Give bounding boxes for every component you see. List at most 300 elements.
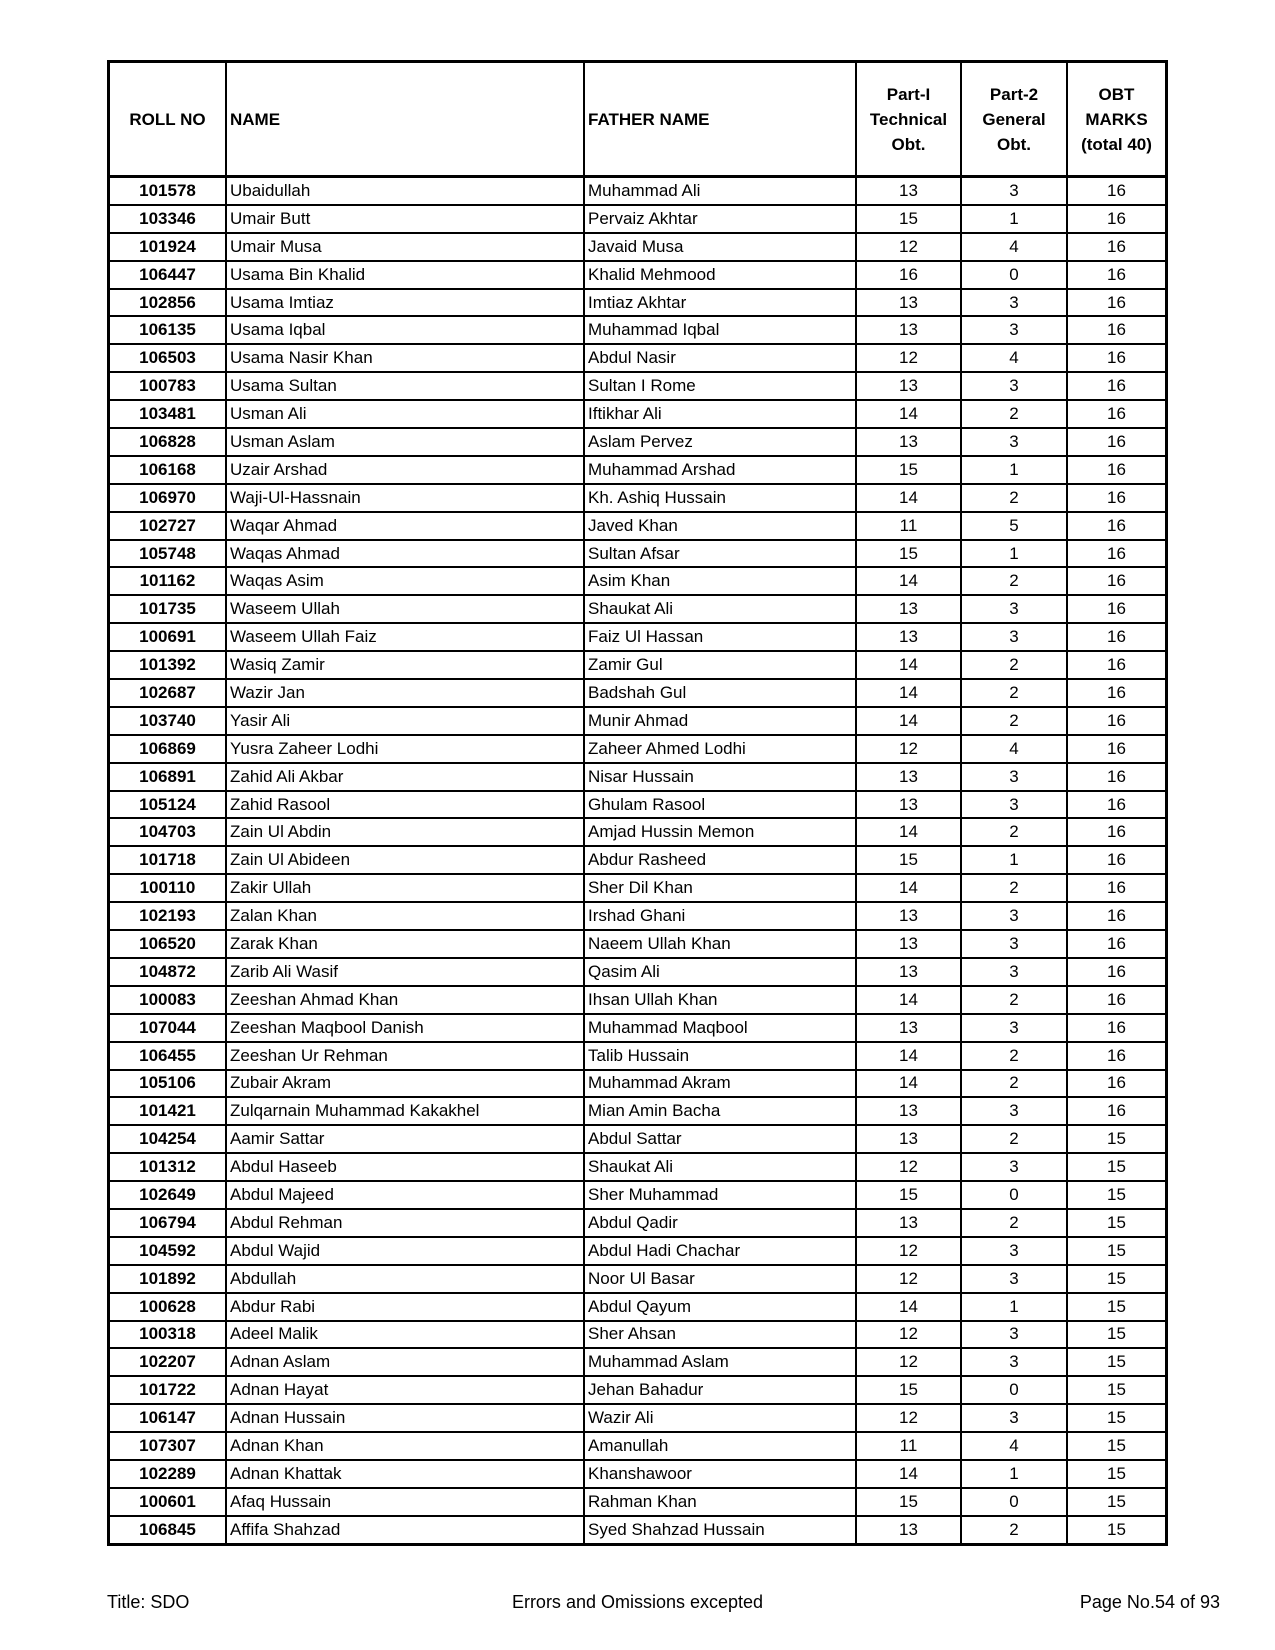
- name-cell: Usama Imtiaz: [226, 289, 584, 317]
- part1-score-cell: 12: [856, 1348, 961, 1376]
- name-cell: Adnan Hussain: [226, 1404, 584, 1432]
- header-obt-line3: (total 40): [1081, 134, 1152, 154]
- part2-score-cell: 3: [961, 930, 1067, 958]
- part1-score-cell: 12: [856, 1321, 961, 1349]
- name-cell: Adeel Malik: [226, 1321, 584, 1349]
- father-name-cell: Sher Ahsan: [584, 1321, 856, 1349]
- part2-score-cell: 3: [961, 763, 1067, 791]
- part2-score-cell: 3: [961, 958, 1067, 986]
- name-cell: Afaq Hussain: [226, 1488, 584, 1516]
- name-cell: Zulqarnain Muhammad Kakakhel: [226, 1097, 584, 1125]
- roll-no-cell: 102289: [109, 1460, 227, 1488]
- obt-marks-cell: 15: [1067, 1404, 1167, 1432]
- roll-no-cell: 102207: [109, 1348, 227, 1376]
- father-name-cell: Muhammad Iqbal: [584, 316, 856, 344]
- roll-no-cell: 106455: [109, 1042, 227, 1070]
- part2-score-cell: 1: [961, 540, 1067, 568]
- header-obt-line2: MARKS: [1085, 109, 1148, 129]
- table-row: [109, 1376, 1167, 1404]
- father-name-cell: Abdul Qayum: [584, 1293, 856, 1321]
- header-father-name: [584, 62, 856, 177]
- name-cell: Adnan Hayat: [226, 1376, 584, 1404]
- roll-no-cell: 100110: [109, 874, 227, 902]
- roll-no-cell: 107044: [109, 1014, 227, 1042]
- part1-score-cell: 13: [856, 958, 961, 986]
- table-row: [109, 1404, 1167, 1432]
- father-name-cell: Wazir Ali: [584, 1404, 856, 1432]
- father-name-cell: Zaheer Ahmed Lodhi: [584, 735, 856, 763]
- roll-no-cell: 103346: [109, 205, 227, 233]
- name-cell: Waseem Ullah: [226, 595, 584, 623]
- part1-score-cell: 16: [856, 261, 961, 289]
- part1-score-cell: 15: [856, 456, 961, 484]
- obt-marks-cell: 16: [1067, 623, 1167, 651]
- table-row: [109, 1488, 1167, 1516]
- obt-marks-cell: 16: [1067, 1070, 1167, 1098]
- father-name-cell: Muhammad Aslam: [584, 1348, 856, 1376]
- obt-marks-cell: 16: [1067, 205, 1167, 233]
- header-part1-line2: Technical: [869, 109, 948, 129]
- roll-no-cell: 100628: [109, 1293, 227, 1321]
- part2-score-cell: 4: [961, 1432, 1067, 1460]
- father-name-cell: Aslam Pervez: [584, 428, 856, 456]
- part1-score-cell: 13: [856, 595, 961, 623]
- part1-score-cell: 15: [856, 540, 961, 568]
- father-name-cell: Javaid Musa: [584, 233, 856, 261]
- table-row: [109, 344, 1167, 372]
- name-cell: Yusra Zaheer Lodhi: [226, 735, 584, 763]
- part1-score-cell: 13: [856, 289, 961, 317]
- table-row: [109, 512, 1167, 540]
- table-row: [109, 1153, 1167, 1181]
- obt-marks-cell: 16: [1067, 261, 1167, 289]
- header-part1-line3: Obt.: [891, 134, 926, 154]
- obt-marks-cell: 16: [1067, 874, 1167, 902]
- obt-marks-cell: 16: [1067, 818, 1167, 846]
- header-obt-marks: [1067, 62, 1167, 177]
- name-cell: Umair Musa: [226, 233, 584, 261]
- part2-score-cell: 5: [961, 512, 1067, 540]
- roll-no-cell: 102687: [109, 679, 227, 707]
- obt-marks-cell: 16: [1067, 428, 1167, 456]
- father-name-cell: Shaukat Ali: [584, 595, 856, 623]
- table-row: [109, 1265, 1167, 1293]
- table-row: [109, 1516, 1167, 1544]
- father-name-cell: Faiz Ul Hassan: [584, 623, 856, 651]
- footer-note: Errors and Omissions excepted: [511, 1592, 764, 1612]
- name-cell: Wasiq Zamir: [226, 651, 584, 679]
- obt-marks-cell: 16: [1067, 233, 1167, 261]
- part1-score-cell: 12: [856, 1265, 961, 1293]
- name-cell: Ubaidullah: [226, 177, 584, 205]
- roll-no-cell: 106168: [109, 456, 227, 484]
- part2-score-cell: 3: [961, 177, 1067, 205]
- name-cell: Zahid Ali Akbar: [226, 763, 584, 791]
- header-part2: [961, 62, 1067, 177]
- obt-marks-cell: 16: [1067, 177, 1167, 205]
- name-cell: Abdul Rehman: [226, 1209, 584, 1237]
- part1-score-cell: 15: [856, 1488, 961, 1516]
- part2-score-cell: 2: [961, 400, 1067, 428]
- roll-no-cell: 102193: [109, 902, 227, 930]
- table-row: [109, 1293, 1167, 1321]
- part2-score-cell: 3: [961, 902, 1067, 930]
- obt-marks-cell: 16: [1067, 595, 1167, 623]
- roll-no-cell: 104872: [109, 958, 227, 986]
- father-name-cell: Irshad Ghani: [584, 902, 856, 930]
- part1-score-cell: 15: [856, 205, 961, 233]
- father-name-cell: Abdul Hadi Chachar: [584, 1237, 856, 1265]
- header-father-label: FATHER NAME: [588, 109, 710, 129]
- part2-score-cell: 2: [961, 1042, 1067, 1070]
- part2-score-cell: 1: [961, 205, 1067, 233]
- part1-score-cell: 13: [856, 1014, 961, 1042]
- header-part2-line1: Part-2: [989, 84, 1039, 104]
- roll-no-cell: 104703: [109, 818, 227, 846]
- father-name-cell: Mian Amin Bacha: [584, 1097, 856, 1125]
- table-row: [109, 1237, 1167, 1265]
- table-row: [109, 1042, 1167, 1070]
- header-part1: [856, 62, 961, 177]
- obt-marks-cell: 16: [1067, 986, 1167, 1014]
- part2-score-cell: 2: [961, 651, 1067, 679]
- table-row: [109, 1321, 1167, 1349]
- father-name-cell: Talib Hussain: [584, 1042, 856, 1070]
- father-name-cell: Muhammad Ali: [584, 177, 856, 205]
- father-name-cell: Iftikhar Ali: [584, 400, 856, 428]
- table-row: [109, 791, 1167, 819]
- part1-score-cell: 13: [856, 1125, 961, 1153]
- table-row: [109, 177, 1167, 205]
- part1-score-cell: 13: [856, 428, 961, 456]
- father-name-cell: Asim Khan: [584, 567, 856, 595]
- part2-score-cell: 0: [961, 1181, 1067, 1209]
- part2-score-cell: 3: [961, 1237, 1067, 1265]
- roll-no-cell: 103481: [109, 400, 227, 428]
- name-cell: Abdullah: [226, 1265, 584, 1293]
- table-row: [109, 1097, 1167, 1125]
- part1-score-cell: 14: [856, 1042, 961, 1070]
- part2-score-cell: 1: [961, 1460, 1067, 1488]
- father-name-cell: Shaukat Ali: [584, 1153, 856, 1181]
- part2-score-cell: 2: [961, 707, 1067, 735]
- table-row: [109, 902, 1167, 930]
- table-row: [109, 261, 1167, 289]
- roll-no-cell: 105106: [109, 1070, 227, 1098]
- part2-score-cell: 3: [961, 595, 1067, 623]
- part2-score-cell: 3: [961, 289, 1067, 317]
- table-body: [109, 177, 1167, 1545]
- part1-score-cell: 14: [856, 1070, 961, 1098]
- name-cell: Zarak Khan: [226, 930, 584, 958]
- obt-marks-cell: 16: [1067, 1097, 1167, 1125]
- part2-score-cell: 4: [961, 233, 1067, 261]
- roll-no-cell: 106828: [109, 428, 227, 456]
- part1-score-cell: 12: [856, 1153, 961, 1181]
- name-cell: Usama Bin Khalid: [226, 261, 584, 289]
- name-cell: Zahid Rasool: [226, 791, 584, 819]
- part1-score-cell: 14: [856, 651, 961, 679]
- part2-score-cell: 2: [961, 679, 1067, 707]
- header-part2-line2: General: [982, 109, 1046, 129]
- obt-marks-cell: 15: [1067, 1181, 1167, 1209]
- father-name-cell: Noor Ul Basar: [584, 1265, 856, 1293]
- obt-marks-cell: 16: [1067, 707, 1167, 735]
- name-cell: Aamir Sattar: [226, 1125, 584, 1153]
- part2-score-cell: 3: [961, 316, 1067, 344]
- roll-no-cell: 101421: [109, 1097, 227, 1125]
- name-cell: Usman Ali: [226, 400, 584, 428]
- roll-no-cell: 106869: [109, 735, 227, 763]
- roll-no-cell: 101735: [109, 595, 227, 623]
- father-name-cell: Imtiaz Akhtar: [584, 289, 856, 317]
- obt-marks-cell: 16: [1067, 735, 1167, 763]
- obt-marks-cell: 16: [1067, 679, 1167, 707]
- obt-marks-cell: 15: [1067, 1265, 1167, 1293]
- obt-marks-cell: 15: [1067, 1153, 1167, 1181]
- roll-no-cell: 101892: [109, 1265, 227, 1293]
- name-cell: Waji-Ul-Hassnain: [226, 484, 584, 512]
- table-row: [109, 623, 1167, 651]
- table-row: [109, 595, 1167, 623]
- roll-no-cell: 102727: [109, 512, 227, 540]
- table-row: [109, 567, 1167, 595]
- father-name-cell: Abdur Rasheed: [584, 846, 856, 874]
- table-row: [109, 1460, 1167, 1488]
- table-row: [109, 763, 1167, 791]
- roll-no-cell: 100601: [109, 1488, 227, 1516]
- part2-score-cell: 3: [961, 623, 1067, 651]
- obt-marks-cell: 15: [1067, 1348, 1167, 1376]
- part1-score-cell: 13: [856, 316, 961, 344]
- name-cell: Usman Aslam: [226, 428, 584, 456]
- table-row: [109, 735, 1167, 763]
- part2-score-cell: 3: [961, 1321, 1067, 1349]
- header-part2-line3: Obt.: [997, 134, 1031, 154]
- part1-score-cell: 14: [856, 986, 961, 1014]
- roll-no-cell: 102856: [109, 289, 227, 317]
- father-name-cell: Sher Muhammad: [584, 1181, 856, 1209]
- father-name-cell: Jehan Bahadur: [584, 1376, 856, 1404]
- name-cell: Usama Sultan: [226, 372, 584, 400]
- name-cell: Abdul Majeed: [226, 1181, 584, 1209]
- father-name-cell: Pervaiz Akhtar: [584, 205, 856, 233]
- table-row: [109, 874, 1167, 902]
- name-cell: Adnan Aslam: [226, 1348, 584, 1376]
- obt-marks-cell: 16: [1067, 791, 1167, 819]
- table-row: [109, 679, 1167, 707]
- obt-marks-cell: 16: [1067, 958, 1167, 986]
- father-name-cell: Zamir Gul: [584, 651, 856, 679]
- obt-marks-cell: 16: [1067, 316, 1167, 344]
- name-cell: Uzair Arshad: [226, 456, 584, 484]
- part1-score-cell: 13: [856, 1209, 961, 1237]
- obt-marks-cell: 15: [1067, 1488, 1167, 1516]
- part2-score-cell: 4: [961, 735, 1067, 763]
- roll-no-cell: 106891: [109, 763, 227, 791]
- name-cell: Wazir Jan: [226, 679, 584, 707]
- father-name-cell: Kh. Ashiq Hussain: [584, 484, 856, 512]
- name-cell: Zain Ul Abdin: [226, 818, 584, 846]
- table-row: [109, 1209, 1167, 1237]
- father-name-cell: Abdul Sattar: [584, 1125, 856, 1153]
- table-row: [109, 958, 1167, 986]
- obt-marks-cell: 15: [1067, 1209, 1167, 1237]
- name-cell: Zeeshan Ahmad Khan: [226, 986, 584, 1014]
- roll-no-cell: 104592: [109, 1237, 227, 1265]
- part1-score-cell: 14: [856, 874, 961, 902]
- father-name-cell: Nisar Hussain: [584, 763, 856, 791]
- part1-score-cell: 13: [856, 791, 961, 819]
- roll-no-cell: 101392: [109, 651, 227, 679]
- table-row: [109, 316, 1167, 344]
- name-cell: Zakir Ullah: [226, 874, 584, 902]
- roll-no-cell: 106794: [109, 1209, 227, 1237]
- roll-no-cell: 101722: [109, 1376, 227, 1404]
- part1-score-cell: 14: [856, 400, 961, 428]
- father-name-cell: Khanshawoor: [584, 1460, 856, 1488]
- father-name-cell: Sher Dil Khan: [584, 874, 856, 902]
- father-name-cell: Sultan I Rome: [584, 372, 856, 400]
- name-cell: Waqas Asim: [226, 567, 584, 595]
- table-row: [109, 986, 1167, 1014]
- table-row: [109, 456, 1167, 484]
- roll-no-cell: 101578: [109, 177, 227, 205]
- part2-score-cell: 3: [961, 1265, 1067, 1293]
- part2-score-cell: 3: [961, 1097, 1067, 1125]
- header-obt-line1: OBT: [1098, 84, 1135, 104]
- roll-no-cell: 100083: [109, 986, 227, 1014]
- father-name-cell: Khalid Mehmood: [584, 261, 856, 289]
- part1-score-cell: 11: [856, 1432, 961, 1460]
- obt-marks-cell: 16: [1067, 484, 1167, 512]
- roll-no-cell: 106135: [109, 316, 227, 344]
- part2-score-cell: 3: [961, 372, 1067, 400]
- footer-page-number: Page No.54 of 93: [1079, 1592, 1220, 1612]
- obt-marks-cell: 15: [1067, 1321, 1167, 1349]
- father-name-cell: Amanullah: [584, 1432, 856, 1460]
- table-row: [109, 1070, 1167, 1098]
- name-cell: Yasir Ali: [226, 707, 584, 735]
- father-name-cell: Rahman Khan: [584, 1488, 856, 1516]
- obt-marks-cell: 16: [1067, 651, 1167, 679]
- part2-score-cell: 3: [961, 1014, 1067, 1042]
- roll-no-cell: 101162: [109, 567, 227, 595]
- part2-score-cell: 1: [961, 846, 1067, 874]
- name-cell: Waqar Ahmad: [226, 512, 584, 540]
- table-row: [109, 846, 1167, 874]
- roll-no-cell: 100691: [109, 623, 227, 651]
- obt-marks-cell: 16: [1067, 1042, 1167, 1070]
- part2-score-cell: 2: [961, 818, 1067, 846]
- roll-no-cell: 101718: [109, 846, 227, 874]
- part2-score-cell: 0: [961, 1376, 1067, 1404]
- part1-score-cell: 11: [856, 512, 961, 540]
- header-name-label: NAME: [230, 109, 281, 129]
- roll-no-cell: 106845: [109, 1516, 227, 1544]
- part2-score-cell: 2: [961, 484, 1067, 512]
- part2-score-cell: 3: [961, 1348, 1067, 1376]
- part1-score-cell: 12: [856, 233, 961, 261]
- part2-score-cell: 2: [961, 567, 1067, 595]
- table-row: [109, 233, 1167, 261]
- part1-score-cell: 15: [856, 846, 961, 874]
- header-roll-no: ROLL NO: [109, 62, 227, 177]
- table-row: [109, 289, 1167, 317]
- roll-no-cell: 102649: [109, 1181, 227, 1209]
- part1-score-cell: 13: [856, 902, 961, 930]
- roll-no-cell: 101924: [109, 233, 227, 261]
- father-name-cell: Muhammad Arshad: [584, 456, 856, 484]
- part1-score-cell: 13: [856, 1097, 961, 1125]
- father-name-cell: Qasim Ali: [584, 958, 856, 986]
- part1-score-cell: 15: [856, 1376, 961, 1404]
- father-name-cell: Sultan Afsar: [584, 540, 856, 568]
- roll-no-cell: 101312: [109, 1153, 227, 1181]
- part1-score-cell: 13: [856, 372, 961, 400]
- name-cell: Zeeshan Maqbool Danish: [226, 1014, 584, 1042]
- name-cell: Zubair Akram: [226, 1070, 584, 1098]
- part2-score-cell: 2: [961, 874, 1067, 902]
- part1-score-cell: 13: [856, 1516, 961, 1544]
- table-row: [109, 1432, 1167, 1460]
- father-name-cell: Javed Khan: [584, 512, 856, 540]
- table-row: [109, 540, 1167, 568]
- table-row: [109, 1125, 1167, 1153]
- header-part1-line1: Part-I: [886, 84, 931, 104]
- table-header: [109, 62, 1167, 177]
- part2-score-cell: 1: [961, 1293, 1067, 1321]
- obt-marks-cell: 16: [1067, 567, 1167, 595]
- part2-score-cell: 4: [961, 344, 1067, 372]
- name-cell: Adnan Khattak: [226, 1460, 584, 1488]
- obt-marks-cell: 16: [1067, 289, 1167, 317]
- table-row: [109, 930, 1167, 958]
- roll-no-cell: 106503: [109, 344, 227, 372]
- roll-no-cell: 100783: [109, 372, 227, 400]
- obt-marks-cell: 15: [1067, 1516, 1167, 1544]
- obt-marks-cell: 16: [1067, 1014, 1167, 1042]
- part1-score-cell: 13: [856, 930, 961, 958]
- name-cell: Zalan Khan: [226, 902, 584, 930]
- father-name-cell: Ghulam Rasool: [584, 791, 856, 819]
- name-cell: Abdul Haseeb: [226, 1153, 584, 1181]
- obt-marks-cell: 15: [1067, 1125, 1167, 1153]
- father-name-cell: Ihsan Ullah Khan: [584, 986, 856, 1014]
- part1-score-cell: 13: [856, 177, 961, 205]
- table-row: [109, 1181, 1167, 1209]
- obt-marks-cell: 15: [1067, 1460, 1167, 1488]
- roll-no-cell: 107307: [109, 1432, 227, 1460]
- obt-marks-cell: 16: [1067, 902, 1167, 930]
- name-cell: Affifa Shahzad: [226, 1516, 584, 1544]
- part2-score-cell: 3: [961, 791, 1067, 819]
- obt-marks-cell: 16: [1067, 400, 1167, 428]
- part2-score-cell: 3: [961, 1404, 1067, 1432]
- obt-marks-cell: 15: [1067, 1237, 1167, 1265]
- father-name-cell: Syed Shahzad Hussain: [584, 1516, 856, 1544]
- father-name-cell: Badshah Gul: [584, 679, 856, 707]
- part2-score-cell: 0: [961, 261, 1067, 289]
- obt-marks-cell: 16: [1067, 456, 1167, 484]
- name-cell: Waqas Ahmad: [226, 540, 584, 568]
- name-cell: Zarib Ali Wasif: [226, 958, 584, 986]
- name-cell: Umair Butt: [226, 205, 584, 233]
- results-table: [107, 60, 1168, 1546]
- obt-marks-cell: 15: [1067, 1432, 1167, 1460]
- name-cell: Waseem Ullah Faiz: [226, 623, 584, 651]
- part1-score-cell: 12: [856, 1237, 961, 1265]
